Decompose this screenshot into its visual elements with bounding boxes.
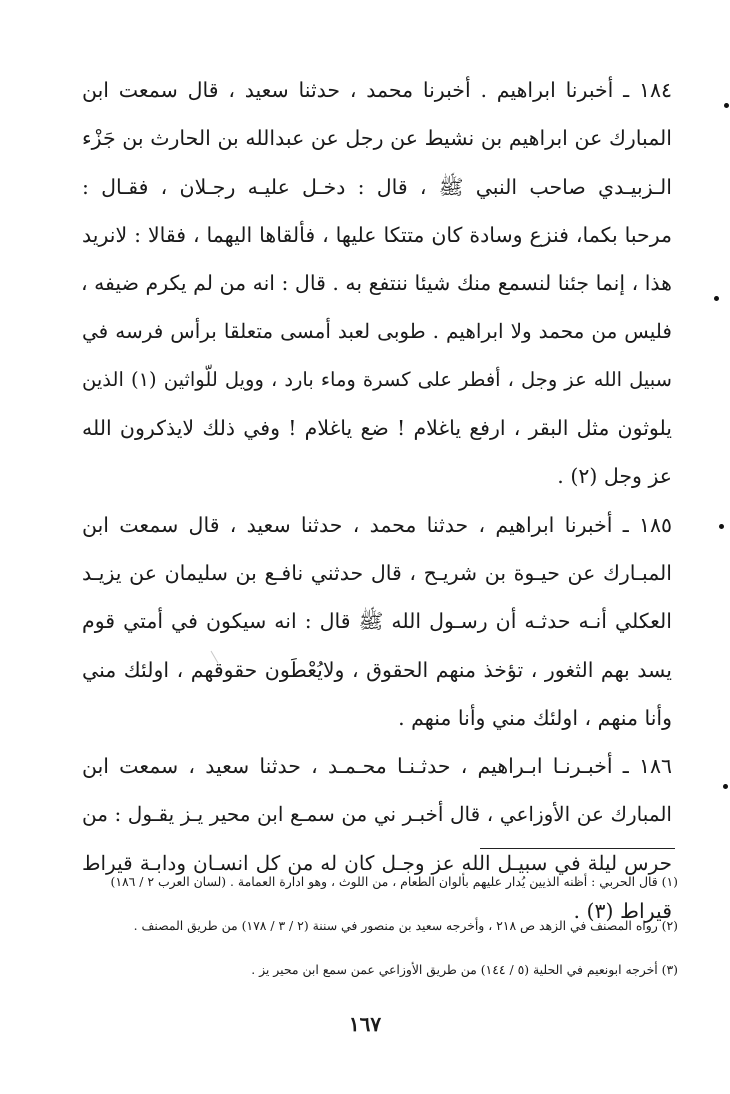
footnote-divider <box>480 848 675 849</box>
scan-mark <box>723 784 728 789</box>
footnote: (٢) رواه المصنف في الزهد ص ٢١٨ ، وأخرجه سعيد بن منصور في سننة (٢ / ٣ / ١٧٨) من طريق المصنف . <box>133 918 678 933</box>
text-line: وأنا منهم ، اولئك مني وأنا منهم . <box>398 705 672 730</box>
footnotes-block <box>75 860 678 992</box>
text-line: يسد بهم الثغور ، تؤخذ منهم الحقوق ، ولايُعْطَون حقوقهم ، اولئك مني <box>82 657 672 682</box>
footnote: (٣) أخرجه ابونعيم في الحلية (٥ / ١٤٤) من طريق الأوزاعي عمن سمع ابن محير يز . <box>251 962 678 977</box>
page-number: ١٦٧ <box>348 1012 382 1036</box>
text-line: سبيل الله عز وجل ، أفطر على كسرة وماء بارد ، وويل للّواثين (١) الذين <box>82 367 672 391</box>
scan-mark <box>719 524 724 529</box>
scan-mark <box>724 103 729 108</box>
text-line: هذا ، إنما جئنا لنسمع منك شيئا ننتفع به . قال : انه من لم يكرم ضيفه ، <box>80 271 672 296</box>
text-line: العكلي أنـه حدثـه أن رسـول الله ﷺ قال : انه سيكون في أمتي قوم <box>82 609 672 634</box>
text-line: مرحبا بكما، فنزع وسادة كان متتكا عليها ، فألقاها اليهما ، فقالا : لانريد <box>82 222 672 247</box>
text-line: عز وجل (٢) . <box>557 464 672 489</box>
text-line: ١٨٤ ـ أخبرنا ابراهيم . أخبرنا محمد ، حدثنا سعيد ، قال سمعت ابن <box>82 78 672 102</box>
text-line: ١٨٦ ـ أخبـرنـا ابـراهيم ، حدثـنـا محـمـد ، حدثنا سعيد ، سمعت ابن <box>82 754 672 779</box>
main-text-block <box>82 66 672 935</box>
scan-mark <box>714 296 719 301</box>
text-line: يلوثون مثل البقر ، ارفع ياغلام ! ضع ياغلام ! وفي ذلك لايذكرون الله <box>82 416 672 441</box>
text-line: المبارك عن الأوزاعي ، قال أخبـر ني من سمـع ابن محير يـز يقـول : من <box>82 802 672 827</box>
text-line: حرس ليلة في سبيـل الله عز وجـل كان له من كل انسـان ودابـة قيراط <box>82 850 672 875</box>
text-line: قيراط (٣) . <box>573 899 672 924</box>
text-line: المبـارك عن حيـوة بن شريـح ، قال حدثني نافـع بن سليمان عن يزيـد <box>82 560 672 585</box>
text-line: الـزبيـدي صاحب النبي ﷺ ، قال : دخـل عليـه رجـلان ، فقـال : <box>82 174 672 199</box>
text-line: المبارك عن ابراهيم بن نشيط عن رجل عن عبدالله بن الحارث بن جَزْء <box>82 126 672 151</box>
footnote: (١) قال الحربي : أظنه الذيين يُدار عليهم بألوان الطعام ، من اللوث ، وهو ادارة العمامة . (لسان العرب ٢ / ١٨٦) <box>110 874 678 889</box>
text-line: ١٨٥ ـ أخبرنا ابراهيم ، حدثنا محمد ، حدثنا سعيد ، قال سمعت ابن <box>82 512 672 537</box>
text-line: فليس من محمد ولا ابراهيم . طوبى لعبد أمسى متعلقا برأس فرسه في <box>82 319 672 344</box>
